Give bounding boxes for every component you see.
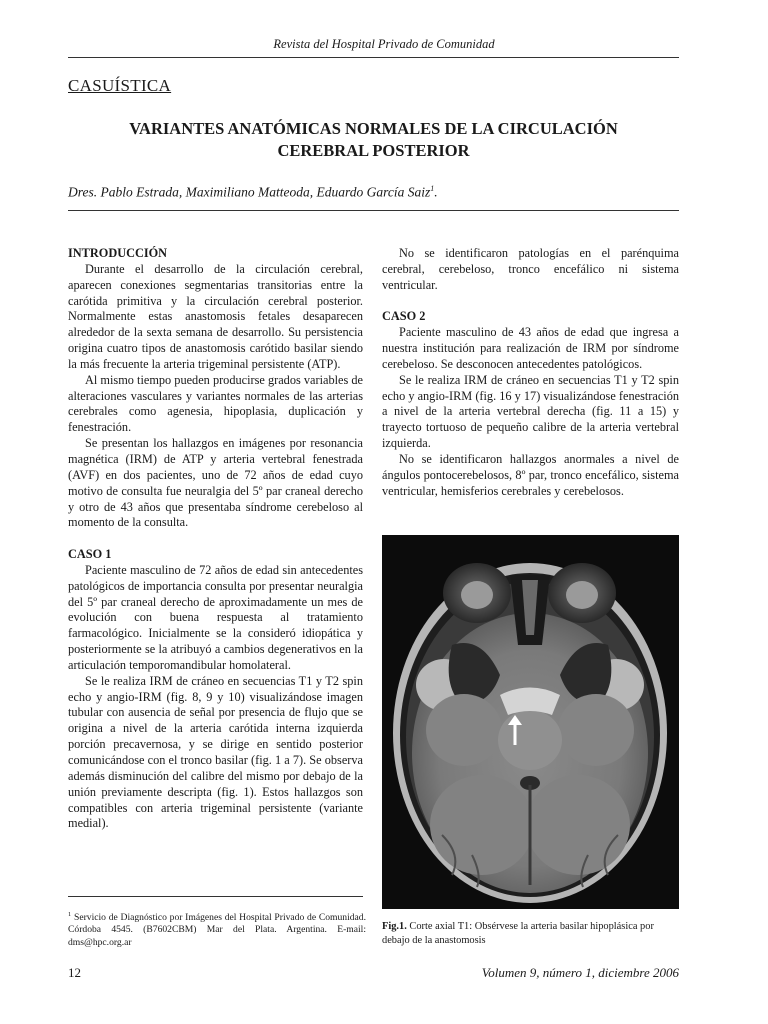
issue-info: Volumen 9, número 1, diciembre 2006 [481,965,679,980]
authors [68,184,438,201]
intro-paragraph: Al mismo tiempo pueden producirse grados variables de alteraciones vasculares y variantes normales de las arterias cerebrales como agenesia, hipoplasia, duplicación y fenestración. [68,372,363,435]
left-column [68,246,363,832]
footnote-mark: 1 [68,911,72,918]
caption-label: Fig.1. [382,921,407,932]
section-label: CASUÍSTICA [68,76,172,95]
mri-figure [382,535,679,909]
right-column [382,246,679,500]
figure-caption [382,920,682,947]
header-rule [68,57,679,58]
article-title [68,118,679,162]
intro-heading: INTRODUCCIÓN [68,246,168,260]
title-line-2: CEREBRAL POSTERIOR [277,141,470,160]
footnote-text: Servicio de Diagnóstico por Imágenes del Hospital Privado de Comunidad. Córdoba 4545. (B7602CBM) Mar del Plata. Argentina. E-mail: dms@hpc.org.ar [68,912,366,948]
intro-paragraph: Se presentan los hallazgos en imágenes por resonancia magnética (IRM) de ATP y arteria vertebral fenestrada (AVF) en dos pacientes, uno de 72 años de edad cuyo motivo de consulta fue neuralgia del 5º par craneal derecho y otro de 43 años que presentaba síndrome cerebeloso al momento de la consulta. [68,436,363,530]
title-line-1: VARIANTES ANATÓMICAS NORMALES DE LA CIRCULACIÓN [129,119,618,138]
page-number: 12 [68,965,81,980]
caso2-paragraph: No se identificaron hallazgos anormales a nivel de ángulos pontocerebelosos, 8º par, tronco encefálico, sistema ventricular, hemisferios cerebrales y cerebelosos. [382,451,679,498]
caption-text: Corte axial T1: Obsérvese la arteria basilar hipoplásica por debajo de la anastomosis [382,921,654,946]
caso1-paragraph: Paciente masculino de 72 años de edad sin antecedentes patológicos de importancia consulta por presentar neuralgia del 5º par craneal derecho de aproximadamente un mes de evolución con buena respuesta al tratamiento farmacológico. Inicialmente se la consideró idiopática y posteriormente se la atribuyó a cambios degenerativos en la articulación temporomandibular homolateral. [68,562,363,672]
caso1-conclusion: No se identificaron patologías en el parénquima cerebral, cerebeloso, tronco encefálico ni sistema ventricular. [382,246,679,292]
footnote [68,909,366,949]
mri-axial-image [382,535,679,909]
footnote-rule [68,896,363,897]
authors-end: . [434,184,438,200]
authors-footnote-mark: 1 [430,184,435,193]
authors-names: Dres. Pablo Estrada, Maximiliano Matteoda, Eduardo García Saiz [68,184,431,200]
caso1-heading: CASO 1 [68,547,112,562]
caso2-heading: CASO 2 [382,309,426,324]
journal-header: Revista del Hospital Privado de Comunidad [273,37,495,51]
intro-paragraph: Durante el desarrollo de la circulación cerebral, aparecen conexiones segmentarias transitorias entre la carótida primitiva y la circulación cerebral posterior. Normalmente estas anastomosis fetales desaparecen alrededor de la sexta semana de desarrollo. Su persistencia origina cuatro tipos de anastomosis carótido basilar siendo la más frecuente la arteria trigeminal persistente (ATP). [68,261,363,371]
caso2-paragraph: Paciente masculino de 43 años de edad que ingresa a nuestra institución para realización de IRM por síndrome cerebeloso. Se desconocen antecedentes patológicos. [382,325,679,371]
caso1-paragraph: Se le realiza IRM de cráneo en secuencias T1 y T2 spin echo y angio-IRM (fig. 8, 9 y 10) visualizándose imagen tubular con ausencia de señal por presencia de flujo que se origina a nivel de la arteria carótida interna izquierda porción precavernosa, y se dirige en sentido posterior comunicándose con el tronco basilar (fig. 1 a 7). Se observa además disminución del calibre del mismo por debajo de la unión previamente descripta (fig. 1). Estos hallazgos son compatibles con arteria trigeminal persistente (variante medial). [68,673,363,831]
authors-rule [68,210,679,211]
caso2-paragraph: Se le realiza IRM de cráneo en secuencias T1 y T2 spin echo y angio-IRM (fig. 16 y 17) visualizándose fenestración a nivel de la arteria vertebral derecha (fig. 11 a 15) y trayecto tortuoso de pequeño calibre de la arteria vertebral izquierda. [382,372,679,451]
